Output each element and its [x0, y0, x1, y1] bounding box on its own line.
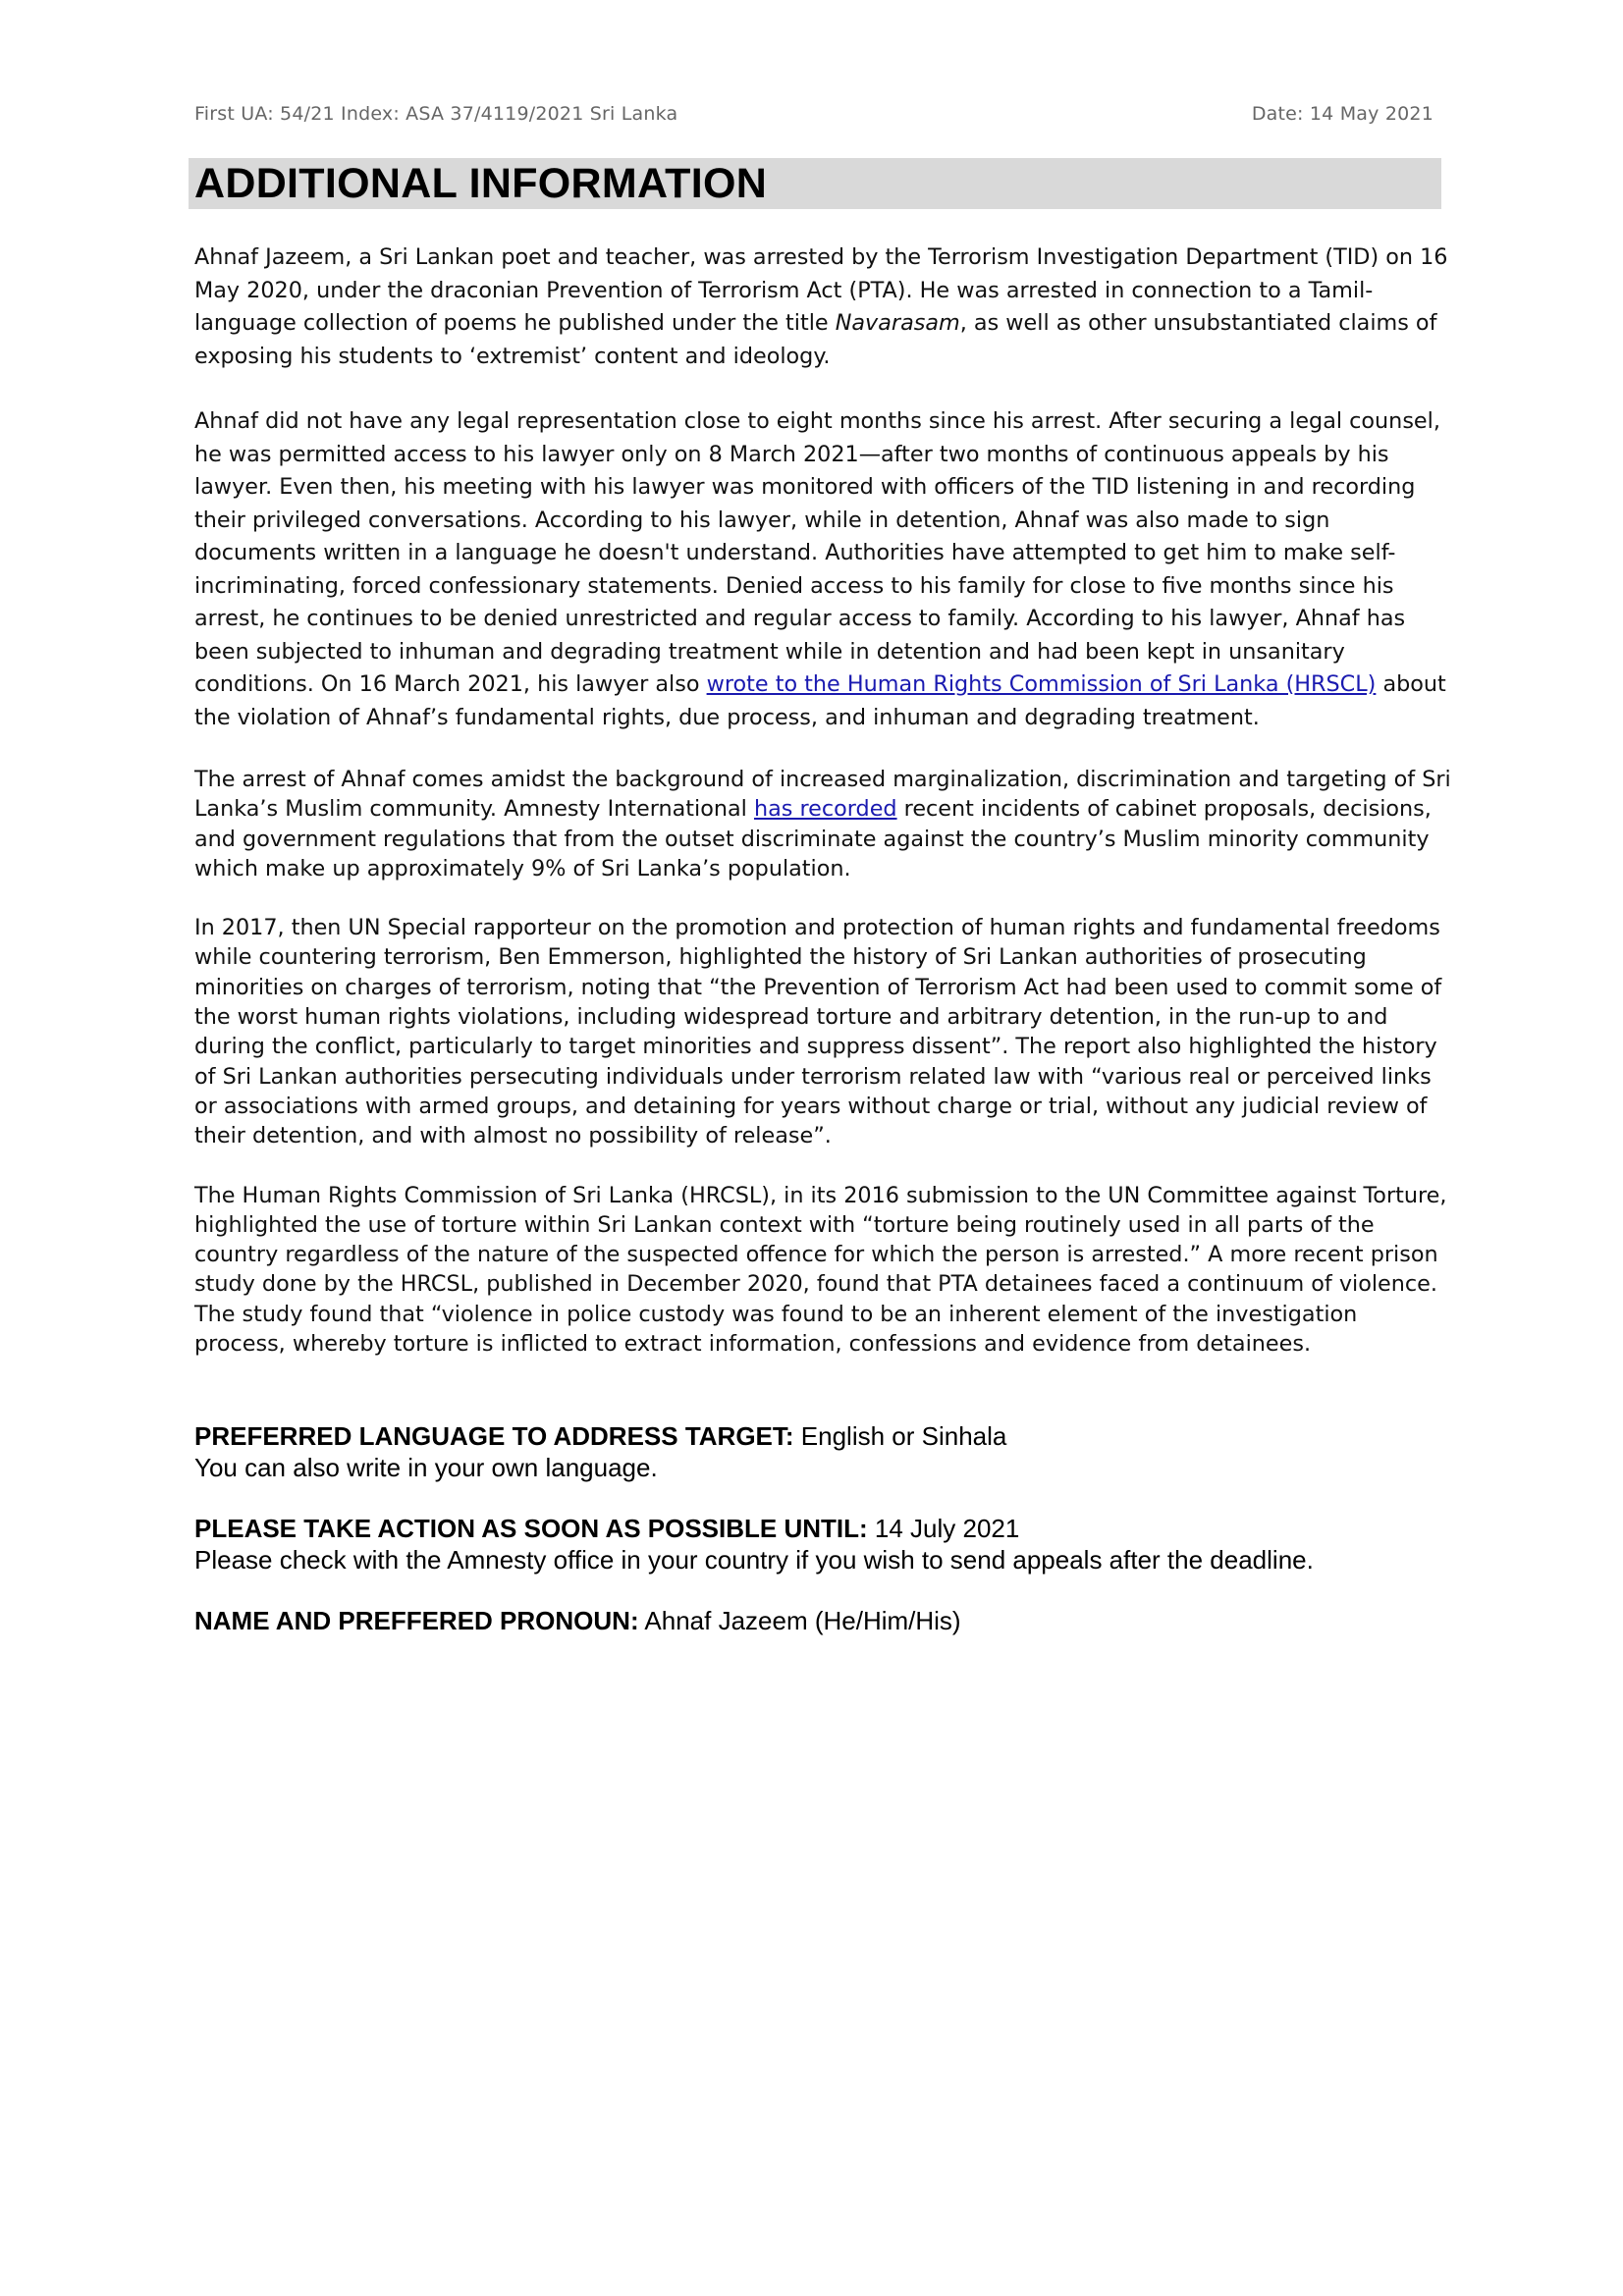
paragraph-un-rapporteur: In 2017, then UN Special rapporteur on the promotion and protection of human rights and fundamental freedoms while countering terrorism, Ben Emmerson, highlighted the history of Sri Lankan authorities of prosecuting minorities on charges of terrorism, noting that “the Prevention of Terrorism Act had been used to commit some of the worst human rights violations, including widespread torture and arbitrary detention, in the run-up to and during the conflict, particularly to target minorities and suppress dissent”. The report also highlighted the history of Sri Lankan authorities persecuting individuals under terrorism related law with “various real or perceived links or associations with armed groups, and detaining for years without charge or trial, without any judicial review of their detention, and with almost no possibility of release”. [194, 915, 1442, 1149]
action-deadline-value: 14 July 2021 [867, 1514, 1020, 1543]
hrcsl-letter-link[interactable]: wrote to the Human Rights Commission of Sri Lanka (HRSCL) [706, 671, 1377, 697]
paragraph-muslim-community: The arrest of Ahnaf comes amidst the background of increased marginalization, discrimination and targeting of Sri Lanka’s Muslim community. Amnesty International has recorded recent incidents of cabinet proposals, decisions, and government regulations that from the outset discriminate against the country’s Muslim minority community which make up approximately 9% of Sri Lanka’s population. [194, 767, 1451, 881]
page-header [194, 103, 1443, 129]
section-title-bar [189, 158, 1441, 209]
name-pronoun [194, 1605, 1451, 1636]
action-deadline [194, 1513, 1451, 1575]
name-pronoun-value: Ahnaf Jazeem (He/Him/His) [638, 1606, 961, 1635]
poem-title: Navarasam [835, 310, 960, 336]
body-text [194, 241, 1451, 1359]
has-recorded-link[interactable]: has recorded [753, 796, 897, 823]
name-pronoun-label: NAME AND PREFFERED PRONOUN: [194, 1606, 639, 1635]
document-index: First UA: 54/21 Index: ASA 37/4119/2021 Sri Lanka [194, 103, 678, 125]
paragraph-arrest: Ahnaf Jazeem, a Sri Lankan poet and teacher, was arrested by the Terrorism Investigation Department (TID) on 16 May 2020, under the draconian Prevention of Terrorism Act (PTA). He was arrested in connection to a Tamil-language collection of poems he published under the title Navarasam, as well as other unsubstantiated claims of exposing his students to ‘extremist’ content and ideology. [194, 244, 1448, 369]
action-deadline-label: PLEASE TAKE ACTION AS SOON AS POSSIBLE UNTIL: [194, 1514, 868, 1543]
paragraph-legal-access: Ahnaf did not have any legal representation close to eight months since his arrest. After securing a legal counsel, he was permitted access to his lawyer only on 8 March 2021—after two months of continuous appeals by his lawyer. Even then, his meeting with his lawyer was monitored with officers of the TID listening in and recording their privileged conversations. According to his lawyer, while in detention, Ahnaf was also made to sign documents written in a language he doesn't understand. Authorities have attempted to get him to make self-incriminating, forced confessionary statements. Denied access to his family for close to five months since his arrest, he continues to be denied unrestricted and regular access to family. According to his lawyer, Ahnaf has been subjected to inhuman and degrading treatment while in detention and had been kept in unsanitary conditions. On 16 March 2021, his lawyer also wrote to the Human Rights Commission of Sri Lanka (HRSCL) about the violation of Ahnaf’s fundamental rights, due process, and inhuman and degrading treatment. [194, 408, 1446, 730]
preferred-language-value: English or Sinhala [793, 1421, 1007, 1451]
section-title: ADDITIONAL INFORMATION [194, 160, 768, 207]
preferred-language [194, 1420, 1451, 1483]
action-details [194, 1420, 1451, 1666]
preferred-language-note: You can also write in your own language. [194, 1453, 658, 1482]
document-date: Date: 14 May 2021 [1251, 103, 1434, 125]
paragraph-hrcsl-submission: The Human Rights Commission of Sri Lanka (HRCSL), in its 2016 submission to the UN Committee against Torture, highlighted the use of torture within Sri Lankan context with “torture being routinely used in all parts of the country regardless of the nature of the suspected offence for which the person is arrested.” A more recent prison study done by the HRCSL, published in December 2020, found that PTA detainees faced a continuum of violence. The study found that “violence in police custody was found to be an inherent element of the investigation process, whereby torture is inflicted to extract information, confessions and evidence from detainees. [194, 1182, 1447, 1358]
action-deadline-note: Please check with the Amnesty office in your country if you wish to send appeals after the deadline. [194, 1545, 1314, 1575]
preferred-language-label: PREFERRED LANGUAGE TO ADDRESS TARGET: [194, 1421, 794, 1451]
